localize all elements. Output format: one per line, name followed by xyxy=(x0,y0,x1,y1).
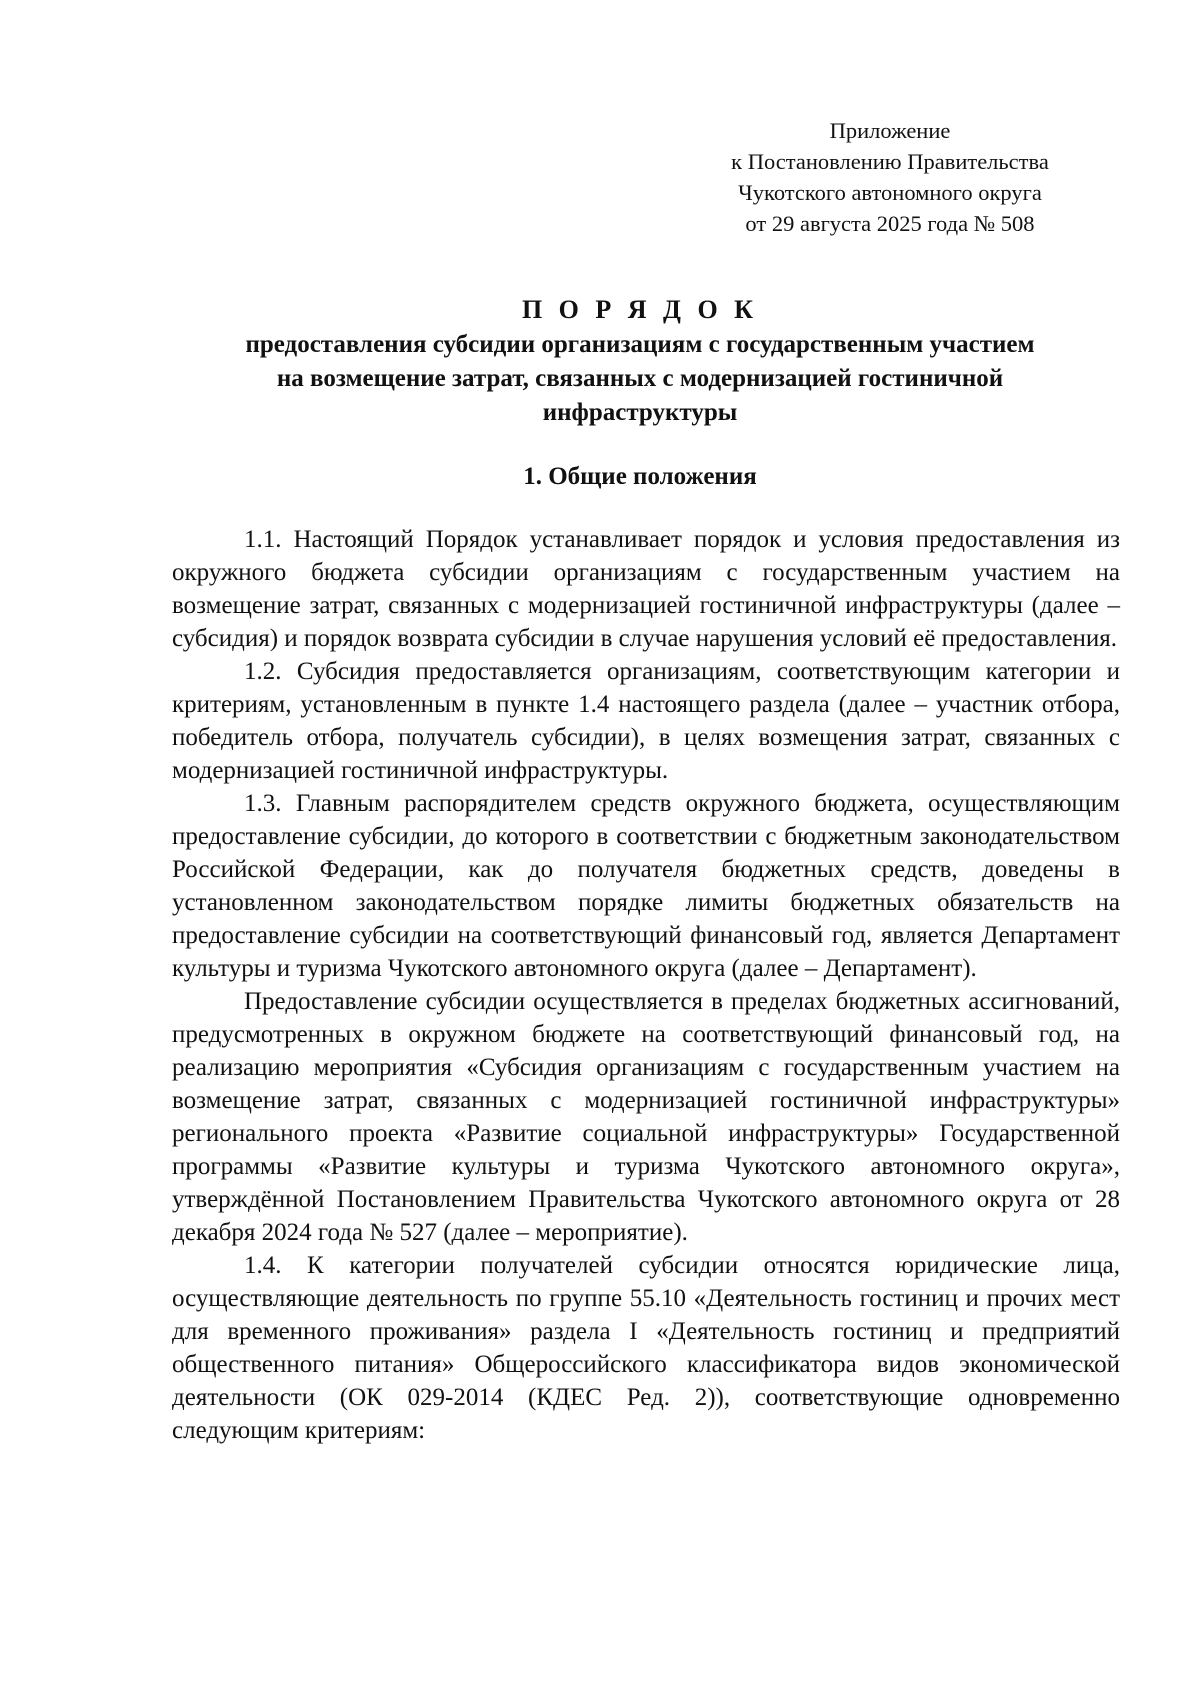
title-main: П О Р Я Д О К xyxy=(521,295,759,324)
paragraph-1-4: 1.4. К категории получателей субсидии относятся юридические лица, осуществляющие деятельность по группе 55.10 «Деятельность гостиниц и прочих мест для временного проживания» раздела I «Деятельность гостиниц и предприятий общественного питания» Общероссийского классификатора видов экономической деятельности (ОК 029-2014 (КДЕС Ред. 2)), соответствующие одновременно следующим критериям: xyxy=(172,1252,1120,1444)
appendix-block xyxy=(700,115,1080,239)
section-heading: 1. Общие положения xyxy=(523,463,757,490)
title-subtitle-line: инфраструктуры xyxy=(542,399,738,426)
paragraph-1-1: 1.1. Настоящий Порядок устанавливает порядок и условия предоставления из окружного бюджета субсидии организациям с государственным участием на возмещение затрат, связанных с модернизацией гостиничной инфраструктуры (далее – субсидия) и порядок возврата субсидии в случае нарушения условий её предоставления. xyxy=(172,526,1120,652)
title-subtitle-line: предоставления субсидии организациям с государственным участием xyxy=(245,331,1035,358)
document-title xyxy=(160,293,1120,430)
paragraph-funding: Предоставление субсидии осуществляется в пределах бюджетных ассигнований, предусмотренных в окружном бюджете на соответствующий финансовый год, на реализацию мероприятия «Субсидия организациям с государственным участием на возмещение затрат, связанных с модернизацией гостиничной инфраструктуры» регионального проекта «Развитие социальной инфраструктуры» Государственной программы «Развитие культуры и туризма Чукотского автономного округа», утверждённой Постановлением Правительства Чукотского автономного округа от 28 декабря 2024 года № 527 (далее – мероприятие). xyxy=(172,988,1120,1246)
title-subtitle-line: на возмещение затрат, связанных с модернизацией гостиничной xyxy=(276,365,1004,392)
appendix-line: от 29 августа 2025 года № 508 xyxy=(745,211,1035,236)
appendix-line: к Постановлению Правительства xyxy=(731,149,1049,174)
document-body xyxy=(172,523,1120,1447)
paragraph-1-3: 1.3. Главным распорядителем средств окружного бюджета, осуществляющим предоставление субсидии, до которого в соответствии с бюджетным законодательством Российской Федерации, как до получателя бюджетных средств, доведены в установленном законодательством порядке лимиты бюджетных обязательств на предоставление субсидии на соответствующий финансовый год, является Департамент культуры и туризма Чукотского автономного округа (далее – Департамент). xyxy=(172,790,1120,982)
appendix-line: Приложение xyxy=(829,118,951,143)
paragraph-1-2: 1.2. Субсидия предоставляется организациям, соответствующим категории и критериям, установленным в пункте 1.4 настоящего раздела (далее – участник отбора, победитель отбора, получатель субсидии), в целях возмещения затрат, связанных с модернизацией гостиничной инфраструктуры. xyxy=(172,658,1120,784)
appendix-line: Чукотского автономного округа xyxy=(738,180,1042,205)
